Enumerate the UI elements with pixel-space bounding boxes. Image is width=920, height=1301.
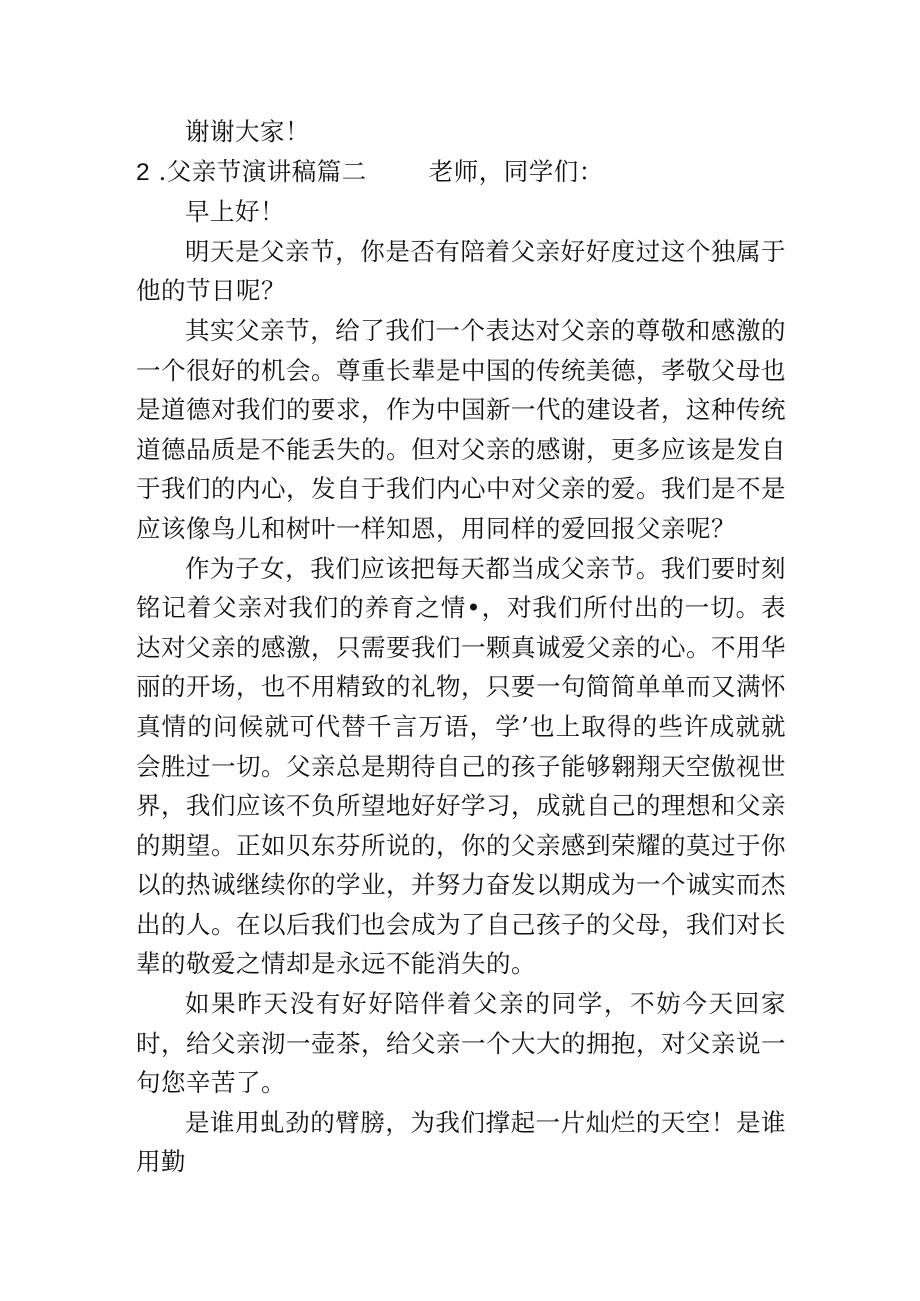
closing-line: 谢谢大家！ bbox=[185, 117, 310, 146]
paragraph: 是谁用虬劲的臂膀，为我们撑起一片灿烂的天空！是谁用勤 bbox=[136, 1107, 786, 1177]
paragraph: 如果昨天没有好好陪伴着父亲的同学，不妨今天回家时，给父亲沏一壶茶，给父亲一个大大的拥抱，对父亲说一句您辛苦了。 bbox=[136, 989, 786, 1098]
section-number: 2 bbox=[136, 158, 151, 186]
document-page bbox=[136, 112, 786, 1182]
paragraph: 作为子女，我们应该把每天都当成父亲节。我们要时刻铭记着父亲对我们的养育之情•，对我们所付出的一切。表达对父亲的感激，只需要我们一颗真诚爱父亲的心。不用华丽的开场，也不用精致的礼物，只要一句简简单单而又满怀真情的问候就可代替千言万语，学’也上取得的些许成就就会胜过一切。父亲总是期待自己的孩子能够翱翔天空傲视世界，我们应该不负所望地好好学习，成就自己的理想和父亲的期望。正如贝东芬所说的，你的父亲感到荣耀的莫过于你以的热诚继续你的学业，并努力奋发以期成为一个诚实而杰出的人。在以后我们也会成为了自己孩子的父母，我们对长辈的敬爱之情却是永远不能消失的。 bbox=[136, 553, 786, 979]
section-title: .父亲节演讲稿篇二 bbox=[158, 156, 367, 186]
paragraph: 明天是父亲节，你是否有陪着父亲好好度过这个独属于他的节日呢？ bbox=[136, 236, 786, 306]
paragraph: 其实父亲节，给了我们一个表达对父亲的尊敬和感激的一个很好的机会。尊重长辈是中国的传统美德，孝敬父母也是道德对我们的要求，作为中国新一代的建设者，这种传统道德品质是不能丢失的。但对父亲的感谢，更多应该是发自于我们的内心，发自于我们内心中对父亲的爱。我们是不是应该像鸟儿和树叶一样知恩，用同样的爱回报父亲呢？ bbox=[136, 315, 786, 543]
section-heading bbox=[136, 152, 786, 193]
salutation: 老师，同学们： bbox=[428, 156, 604, 186]
greeting-line: 早上好！ bbox=[185, 197, 285, 227]
